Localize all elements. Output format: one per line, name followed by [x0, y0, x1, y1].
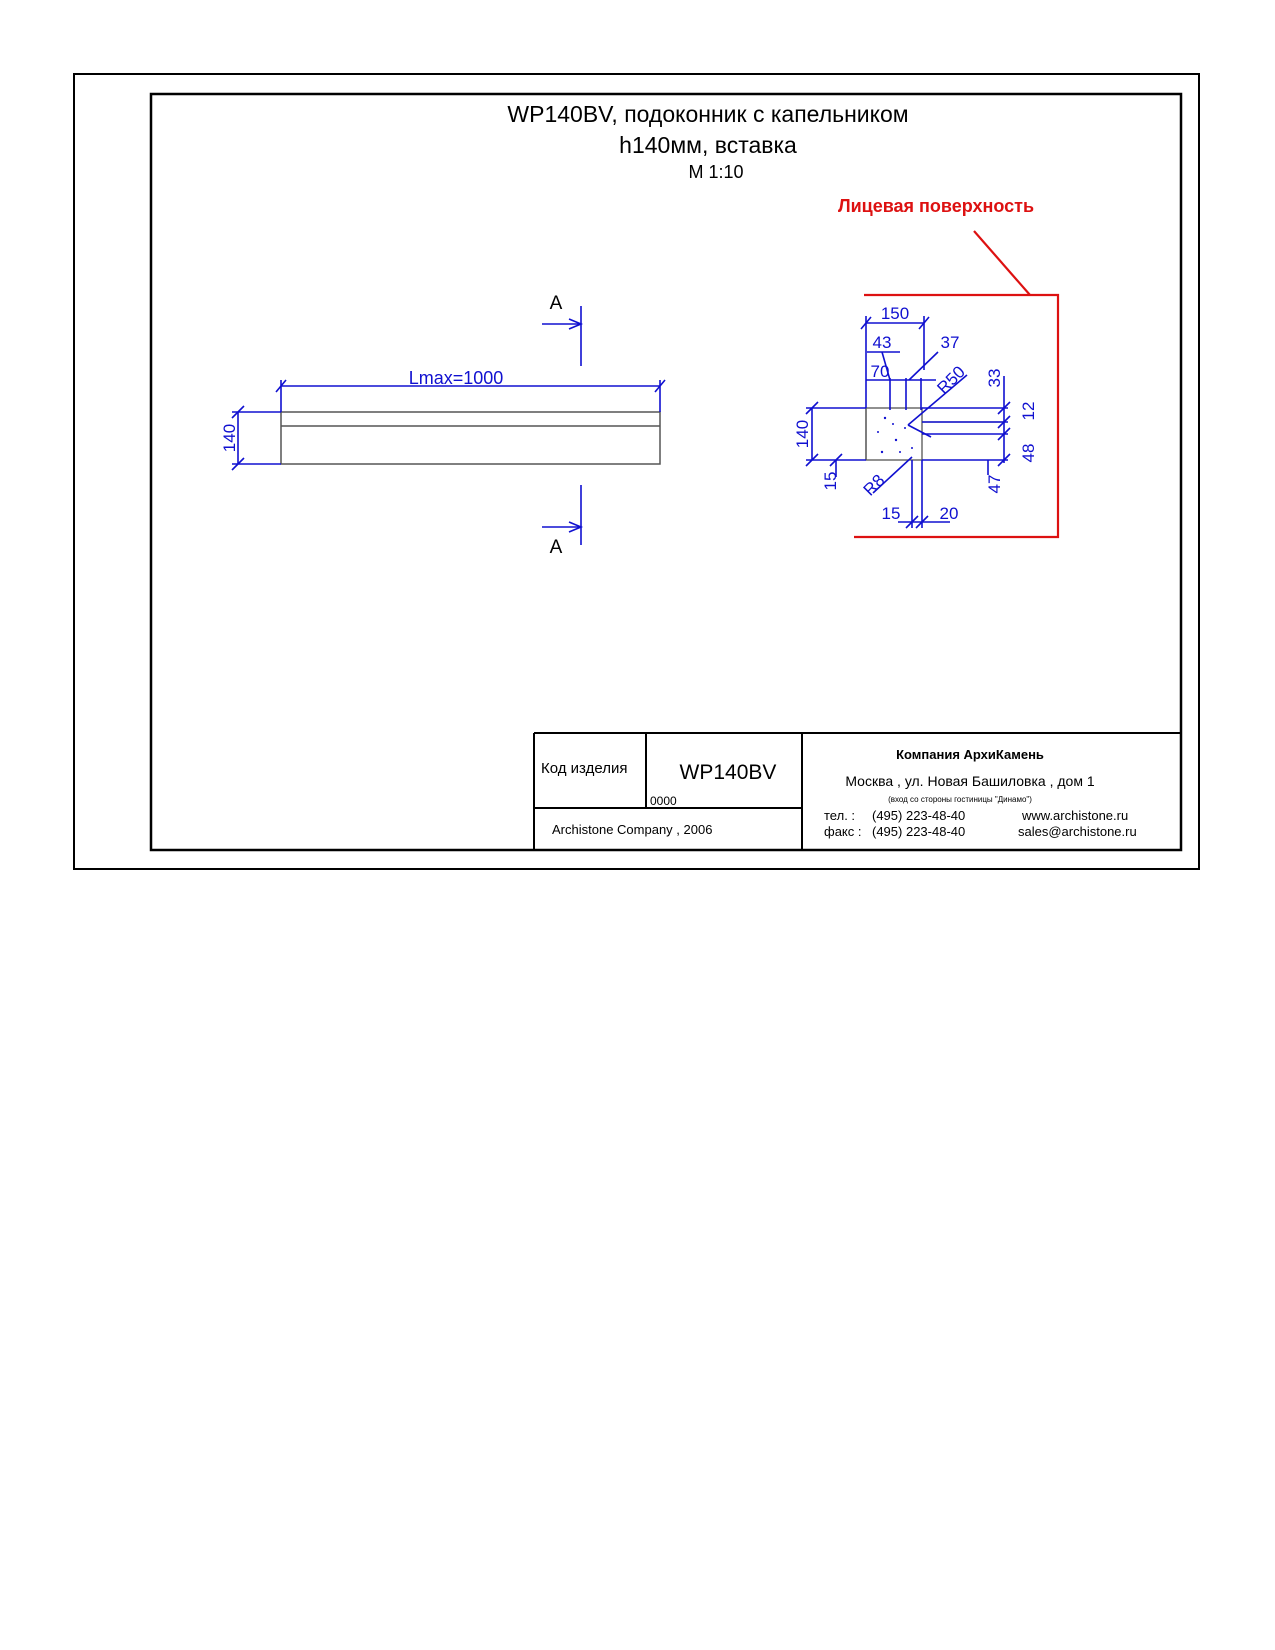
- phone-label: тел. :: [824, 808, 856, 823]
- dim-150: 150: [880, 304, 910, 323]
- section-view: [793, 196, 1058, 537]
- dim-140-section: 140: [793, 419, 812, 449]
- company-website[interactable]: www.archistone.ru: [1022, 808, 1129, 823]
- profile-hatch: [877, 417, 913, 453]
- dim-48: 48: [1019, 443, 1038, 463]
- dim-47: 47: [985, 474, 1004, 494]
- product-code-value: WP140BV: [679, 761, 777, 784]
- dim-70: 70: [870, 362, 890, 381]
- height-label: 140: [220, 423, 239, 453]
- product-code-label: Код изделия: [541, 760, 628, 777]
- section-mark-top: [542, 306, 581, 366]
- drawing-scale: М 1:10: [688, 162, 744, 182]
- title-block: [534, 733, 1181, 850]
- height-dimension: [232, 406, 281, 470]
- dim-15-left: 15: [821, 471, 840, 491]
- drawing-title-line1: WP140BV, подоконник с капельником: [507, 101, 909, 127]
- dim-20: 20: [939, 504, 959, 523]
- drawing-title-line2: h140мм, вставка: [619, 132, 797, 158]
- fax-label: факс :: [824, 824, 862, 839]
- dim-r8: R8: [859, 470, 889, 500]
- slab-outline: [281, 412, 660, 464]
- section-letter-top: А: [549, 293, 563, 314]
- company-address: Москва , ул. Новая Башиловка , дом 1: [845, 773, 1095, 789]
- plan-view: [220, 293, 665, 558]
- company-email[interactable]: sales@archistone.ru: [1018, 824, 1137, 839]
- fax-number: (495) 223-48-40: [872, 824, 966, 839]
- dim-r50: R50: [933, 362, 969, 398]
- product-code-number: 0000: [650, 794, 677, 808]
- dim-15-bottom: 15: [881, 504, 901, 523]
- company-address-note: (вход со стороны гостиницы "Динамо"): [888, 795, 1032, 804]
- phone-number: (495) 223-48-40: [872, 808, 966, 823]
- copyright: Archistone Company , 2006: [552, 822, 713, 837]
- section-letter-bottom: А: [549, 537, 563, 558]
- dim-12: 12: [1019, 401, 1038, 421]
- section-dimension-lines: [806, 316, 1010, 528]
- dim-33: 33: [985, 368, 1004, 388]
- length-label: Lmax=1000: [408, 368, 504, 388]
- dim-43: 43: [872, 333, 892, 352]
- dim-37: 37: [940, 333, 960, 352]
- section-mark-bottom: [542, 485, 581, 545]
- face-surface-label: Лицевая поверхность: [837, 196, 1035, 216]
- company-name: Компания АрхиКамень: [896, 747, 1044, 762]
